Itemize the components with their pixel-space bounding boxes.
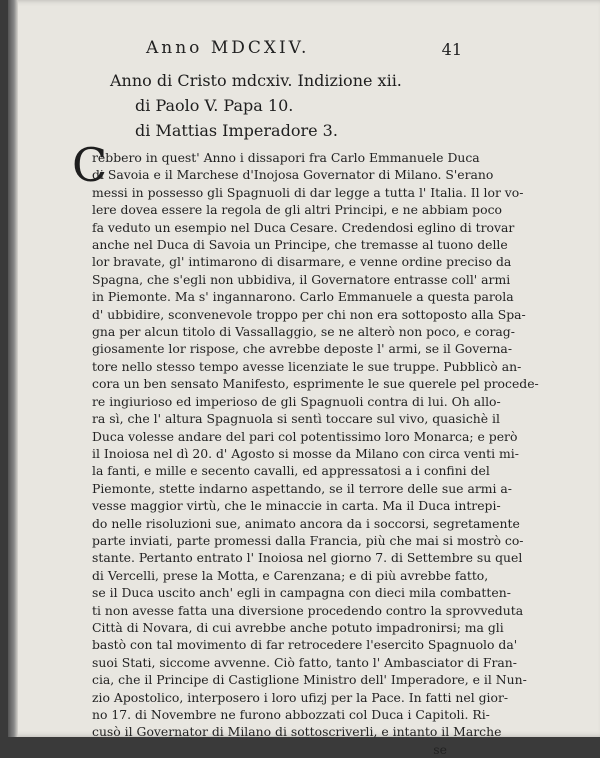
text-line: Piemonte, stette indarno aspettando, se il terrore delle sue armi a- xyxy=(92,480,512,496)
drop-cap: C xyxy=(72,138,108,192)
text-line: in Piemonte. Ma s' ingannarono. Carlo Emmanuele a questa parola xyxy=(92,289,514,305)
running-head xyxy=(8,38,600,60)
text-line: no 17. di Novembre ne furono abbozzati col Duca i Capitoli. Ri- xyxy=(92,707,490,722)
text-line: Spagna, che s'egli non ubbidiva, il Governatore entrasse coll' armi xyxy=(92,271,511,287)
heading-line-year: Anno di Cristo mdcxiv. Indizione xii. xyxy=(110,71,402,90)
text-line: fa veduto un esempio nel Duca Cesare. Credendosi eglino di trovar xyxy=(92,219,515,235)
catchword: se xyxy=(433,741,447,757)
text-line: se il Duca uscito anch' egli in campagna con dieci mila combatten- xyxy=(92,585,511,601)
text-line: la fanti, e mille e secento cavalli, ed appressatosi a i confini del xyxy=(92,463,490,479)
body-text xyxy=(92,149,539,758)
text-line: bastò con tal movimento di far retrocedere l'esercito Spagnuolo da' xyxy=(92,637,518,653)
chapter-heading xyxy=(110,68,530,143)
text-line: parte inviati, parte promessi dalla Francia, più che mai si mostrò co- xyxy=(92,532,524,548)
text-line: do nelle risoluzioni sue, animato ancora da i soccorsi, segretamente xyxy=(92,515,520,531)
text-line: ti non avesse fatta una diversione procedendo contro la sprovveduta xyxy=(92,602,524,618)
text-line: vesse maggior virtù, che le minaccie in carta. Ma il Duca intrepi- xyxy=(92,498,501,514)
text-line: re ingiurioso ed imperioso de gli Spagnuoli contra di lui. Oh allo- xyxy=(92,393,501,409)
text-line: messi in possesso gli Spagnuoli di dar legge a tutta l' Italia. Il lor vo- xyxy=(92,184,524,200)
text-line: cora un ben sensato Manifesto, esprimente le sue querele pel procede- xyxy=(92,376,539,392)
text-line: il Inoiosa nel dì 20. d' Agosto si mosse da Milano con circa venti mi- xyxy=(92,445,519,461)
text-line: lere dovea essere la regola de gli altri Principi, e ne abbiam poco xyxy=(92,202,502,218)
text-line: stante. Pertanto entrato l' Inoiosa nel giorno 7. di Settembre su quel xyxy=(92,550,523,566)
book-page xyxy=(8,0,600,757)
text-line: cia, che il Principe di Castiglione Ministro dell' Imperadore, e il Nun- xyxy=(92,672,527,688)
text-line: cusò il Governator di Milano di sottoscriverli, e intanto il Marche xyxy=(92,724,502,740)
text-line: giosamente lor rispose, che avrebbe deposte l' armi, se il Governa- xyxy=(92,341,513,357)
text-line: Città di Novara, di cui avrebbe anche potuto impadronirsi; ma gli xyxy=(92,619,504,635)
text-line: tore nello stesso tempo avesse licenziate le sue truppe. Pubblicò an- xyxy=(92,358,522,374)
text-line: anche nel Duca di Savoia un Principe, che tremasse al tuono delle xyxy=(92,237,508,253)
running-title: Anno MDCXIV. xyxy=(146,38,310,58)
book-spine-shadow xyxy=(8,0,18,737)
text-line: di Vercelli, prese la Motta, e Carenzana; e di più avrebbe fatto, xyxy=(92,567,489,583)
heading-line-emperor: di Mattias Imperadore 3. xyxy=(135,121,338,140)
text-line: rebbero in quest' Anno i dissapori fra Carlo Emmanuele Duca xyxy=(92,150,480,165)
heading-line-pope: di Paolo V. Papa 10. xyxy=(135,96,294,115)
text-line: ra sì, che l' altura Spagnuola si sentì toccare sul vivo, quasichè il xyxy=(92,411,500,427)
text-line: gna per alcun titolo di Vassallaggio, se ne alterò non poco, e corag- xyxy=(92,324,515,340)
text-line: suoi Stati, siccome avvenne. Ciò fatto, tanto l' Ambasciator di Fran- xyxy=(92,654,517,670)
text-line: Duca volesse andare del pari col potentissimo loro Monarca; e però xyxy=(92,428,518,444)
text-line: zio Apostolico, interposero i loro ufizj per la Pace. In fatti nel gior- xyxy=(92,689,509,705)
page-number: 41 xyxy=(441,40,462,59)
text-line: d' ubbidire, sconvenevole troppo per chi non era sottoposto alla Spa- xyxy=(92,306,526,322)
text-line: di Savoia e il Marchese d'Inojosa Governator di Milano. S'erano xyxy=(92,167,494,183)
text-line: lor bravate, gl' intimarono di disarmare, e venne ordine preciso da xyxy=(92,254,512,270)
